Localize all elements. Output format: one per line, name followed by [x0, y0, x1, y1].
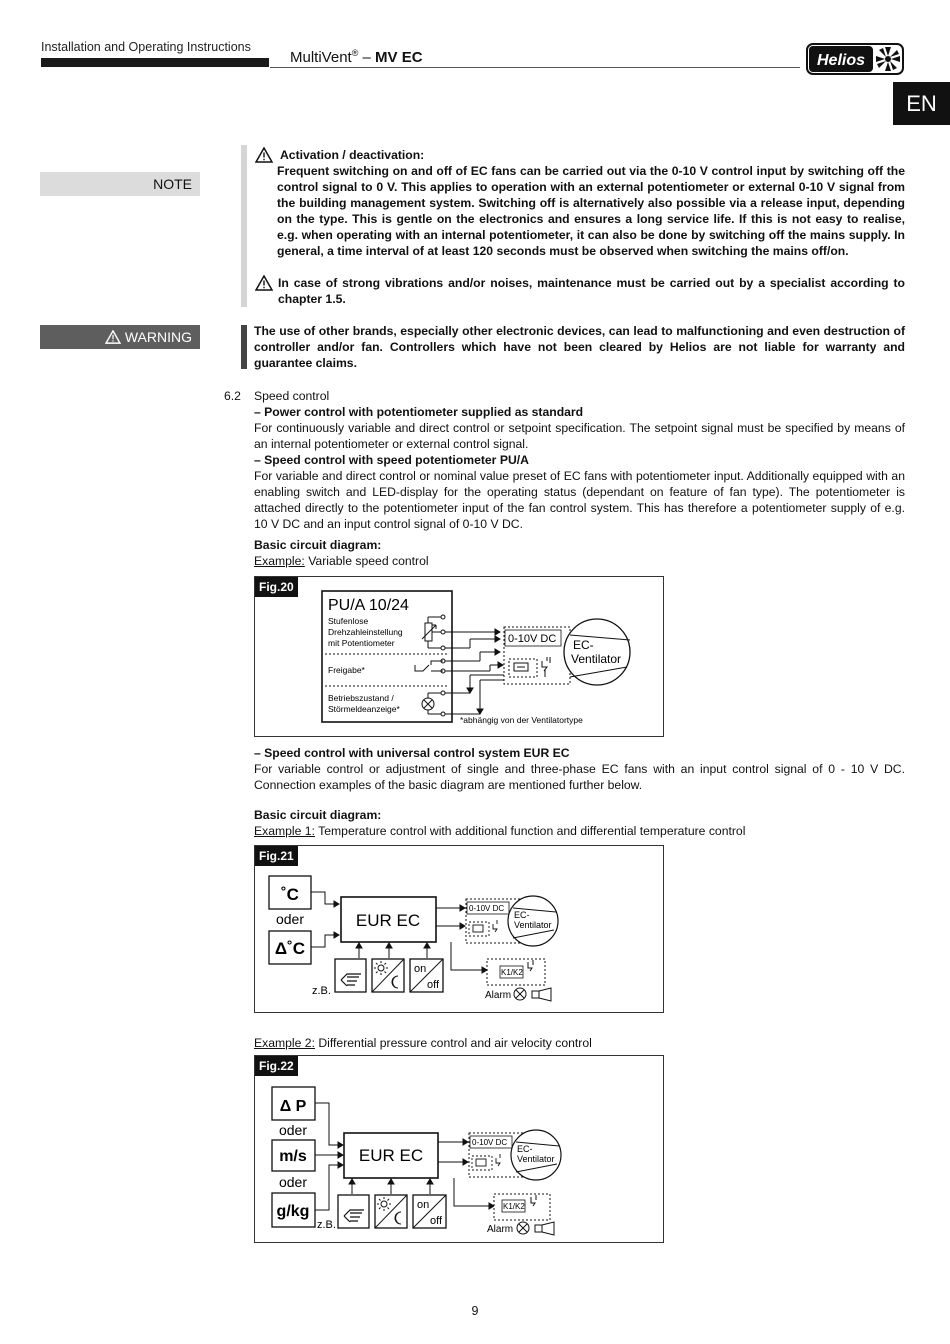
fig22-relay: K1/K2	[503, 1202, 525, 1211]
fig21-oder: oder	[275, 911, 305, 927]
example-text: Variable speed control	[308, 554, 429, 568]
fig22-sensor1: Δ P	[279, 1098, 307, 1115]
fig22-oder1: oder	[278, 1122, 308, 1138]
model-name: MV EC	[375, 49, 423, 66]
pua-row1-l2: Drehzahleinstellung	[328, 627, 403, 637]
note-label: NOTE	[40, 172, 200, 196]
pua-row3-l2: Störmeldeanzeige*	[328, 704, 400, 714]
horn-icon	[532, 988, 551, 1001]
example1-label: Example 1:	[254, 824, 315, 838]
helios-logo	[806, 42, 904, 76]
fig22-zb: z.B.	[317, 1219, 336, 1231]
fig20-fan-l2: Ventilator	[571, 652, 622, 666]
pua-title: PU/A 10/24	[328, 597, 409, 614]
fig22-alarm: Alarm	[487, 1224, 514, 1235]
page-number: 9	[471, 1304, 479, 1318]
horn-icon	[535, 1222, 554, 1235]
pua-row1-l3: mit Potentiometer	[328, 638, 395, 648]
registered-mark: ®	[351, 48, 359, 58]
fig22-on: on	[417, 1199, 430, 1211]
fig21-on: on	[414, 963, 427, 975]
alarm-lamp-icon	[514, 988, 526, 1000]
section-title: Speed control	[254, 389, 330, 403]
warning-label	[40, 325, 200, 349]
figure-21	[254, 845, 664, 1013]
fig21-signal: 0-10V DC	[469, 904, 505, 913]
warning-text: The use of other brands, especially other electronic devices, can lead to malfunctioning and even destruction of controller and/or fan. Controllers which have not been cleared by Helios are not liable for warranty and guarantee claims.	[254, 324, 905, 371]
fig20-footnote: *abhängig von der Ventilatortype	[460, 715, 583, 725]
section-number: 6.2	[224, 389, 241, 403]
product-title	[290, 48, 423, 66]
fig21-diagram	[255, 846, 663, 1012]
warning-triangle-icon	[105, 330, 121, 344]
fig22-fan-l1: EC-	[517, 1144, 533, 1154]
fig21-sensor2: Δ˚C	[274, 939, 306, 958]
warning-triangle-icon	[255, 147, 273, 163]
example-label: Example:	[254, 554, 305, 568]
pua-row3-l1: Betriebszustand /	[328, 693, 394, 703]
fig21-controller: EUR EC	[355, 911, 421, 930]
basic1-title: Basic circuit diagram:	[254, 538, 382, 552]
header-rule	[270, 67, 800, 68]
product-name: MultiVent	[290, 49, 352, 66]
fig22-sensor2: m/s	[279, 1148, 307, 1165]
basic2-title: Basic circuit diagram:	[254, 808, 382, 822]
fig20-diagram	[255, 577, 663, 736]
note-item1-text: Frequent switching on and off of EC fans can be carried out via the 0-10 V control input by switching off the control signal to 0 V. This applies to operation with an external potentiometer or external 0-10 V signal from the building management system. Switching off is alternatively also possible via a release input, depending on the type. This is gentle on the electronics and ensures a long service life. If this is not easy to realise, e.g. when operating with an internal potentiometer, it can also be done by switching off the mains supply. In general, a time interval of at least 120 seconds must be observed when switching the mains off/on.	[277, 164, 905, 259]
fig22-tag: Fig.22	[255, 1056, 298, 1076]
fig21-alarm: Alarm	[485, 990, 512, 1001]
example1-text: Temperature control with additional function and differential temperature control	[318, 824, 746, 838]
example1-line	[254, 823, 745, 839]
note-item2-text: In case of strong vibrations and/or noises, maintenance must be carried out by a specialist according to chapter 1.5.	[278, 276, 905, 307]
header-bar	[41, 58, 269, 67]
figure-22	[254, 1055, 664, 1243]
fig22-diagram	[255, 1056, 663, 1242]
fig20-tag: Fig.20	[255, 577, 298, 597]
fig20-signal: 0-10V DC	[508, 633, 557, 645]
sub2-text: For variable and direct control or nominal value preset of EC fans with potentiometer input. Additionally equipped with an enabling switch and LED-display for the operating status (dependant on feature of fan type). The potentiometer is attached directly to the potentiometer input of the fan control system. This has therefore a potentiometer supply of e.g. 10 V DC and an input control signal of 0-10 V DC.	[254, 469, 905, 532]
sun-icon	[374, 961, 388, 975]
fig22-oder2: oder	[278, 1174, 308, 1190]
fig22-sensor3: g/kg	[276, 1203, 310, 1220]
sub1-title: – Power control with potentiometer supplied as standard	[254, 405, 584, 419]
sun-icon	[377, 1197, 391, 1211]
hand-icon	[341, 974, 361, 986]
alarm-lamp-icon	[517, 1222, 529, 1234]
fig22-controller: EUR EC	[358, 1146, 424, 1165]
sub3-title: – Speed control with universal control system EUR EC	[254, 746, 570, 760]
fig22-off: off	[430, 1215, 443, 1227]
fig21-fan-l1: EC-	[514, 910, 530, 920]
moon-icon	[395, 1212, 401, 1224]
example2-text: Differential pressure control and air velocity control	[318, 1036, 592, 1050]
fig20-fan-l1: EC-	[573, 638, 594, 652]
title-separator: –	[362, 49, 371, 66]
figure-20	[254, 576, 664, 737]
sub2-title: – Speed control with speed potentiometer PU/A	[254, 453, 529, 467]
fig22-signal: 0-10V DC	[472, 1138, 508, 1147]
fig21-off: off	[427, 979, 440, 991]
example2-line	[254, 1035, 592, 1051]
fig21-zb: z.B.	[312, 985, 331, 997]
example2-label: Example 2:	[254, 1036, 315, 1050]
hand-icon	[344, 1210, 364, 1222]
warning-label-text: WARNING	[124, 329, 192, 345]
note-bar	[241, 145, 247, 307]
sub1-text: For continuously variable and direct control or setpoint specification. The setpoint signal must be specified by means of an internal potentiometer or external control signal.	[254, 421, 905, 452]
pua-row2: Freigabe*	[328, 665, 365, 675]
moon-icon	[392, 976, 398, 988]
warning-triangle-icon	[255, 275, 273, 291]
pua-row1-l1: Stufenlose	[328, 616, 369, 626]
note-item1-title: Activation / deactivation:	[280, 148, 425, 162]
sub3-text: For variable control or adjustment of single and three-phase EC fans with an input control signal of 0 - 10 V DC. Connection examples of the basic diagram are mentioned further below.	[254, 762, 905, 793]
example-line	[254, 553, 429, 569]
language-tab[interactable]: EN	[893, 82, 950, 125]
fig21-fan-l2: Ventilator	[514, 920, 552, 930]
doc-type-label: Installation and Operating Instructions	[41, 40, 251, 54]
fig21-sensor1: ˚C	[281, 885, 299, 904]
warning-bar	[241, 325, 247, 369]
fig22-fan-l2: Ventilator	[517, 1154, 555, 1164]
brand-text: Helios	[816, 52, 866, 69]
fig21-relay: K1/K2	[501, 968, 523, 977]
fig21-tag: Fig.21	[255, 846, 298, 866]
